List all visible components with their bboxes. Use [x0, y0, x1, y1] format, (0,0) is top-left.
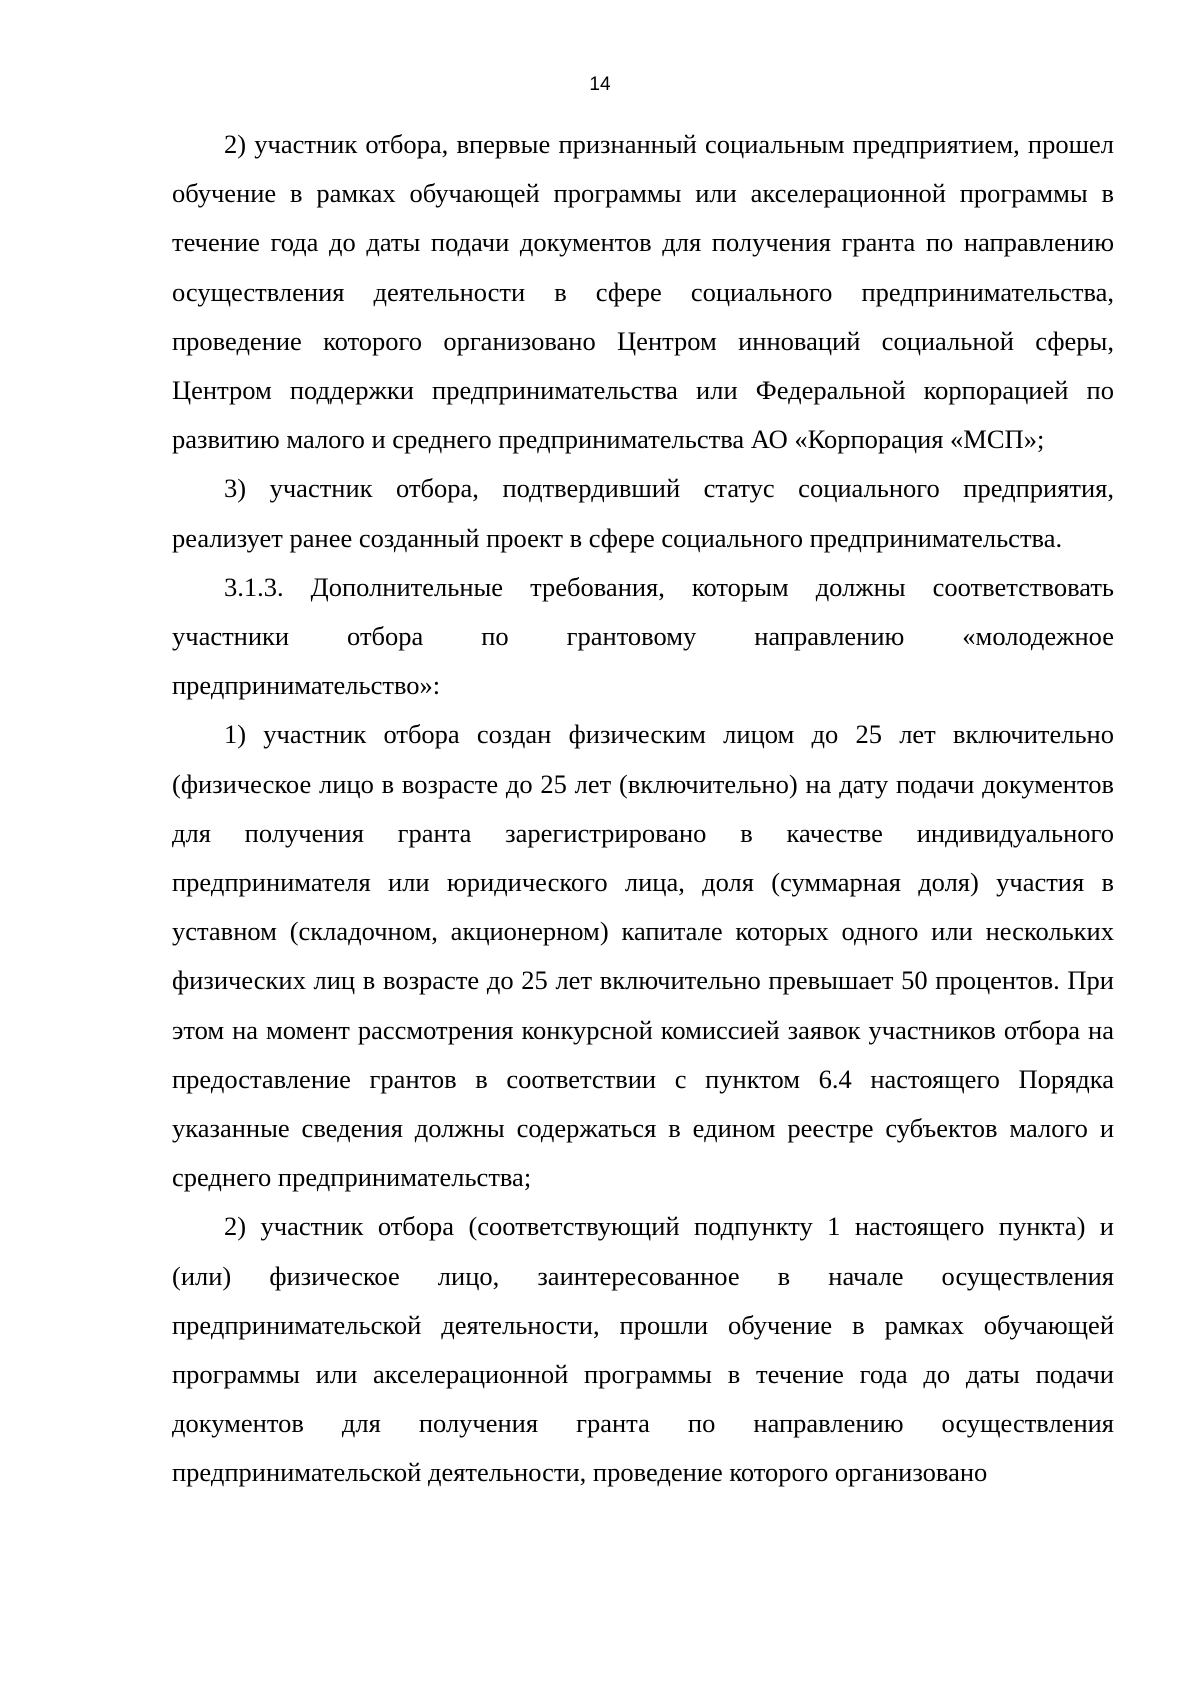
paragraph-item-1-youth-founder: 1) участник отбора создан физическим лицом до 25 лет включительно (физическое лицо в возрасте до 25 лет (включительно) на дату подачи документов для получения гранта зарегистрировано в качестве индивидуального предпринимателя или юридического лица, доля (суммарная доля) участия в уставном (складочном, акционерном) капитале которых одного или нескольких физических лиц в возрасте до 25 лет включительно превышает 50 процентов. При этом на момент рассмотрения конкурсной комиссией заявок участников отбора на предоставление грантов в соответствии с пунктом 6.4 настоящего Порядка указанные сведения должны содержаться в едином реестре субъектов малого и среднего предпринимательства;: [172, 719, 1114, 1193]
paragraph-item-3-social-enterprise-project: 3) участник отбора, подтвердивший статус социального предприятия, реализует ранее созданный проект в сфере социального предпринимательства.: [172, 473, 1114, 553]
paragraph-item-2-youth-training: 2) участник отбора (соответствующий подпункту 1 настоящего пункта) и (или) физическое лицо, заинтересованное в начале осуществления предпринимательской деятельности, прошли обучение в рамках обучающей программы или акселерационной программы в течение года до даты подачи документов для получения гранта по направлению осуществления предпринимательской деятельности, проведение которого организовано: [172, 1211, 1114, 1488]
paragraph-item-2-social-enterprise-training: 2) участник отбора, впервые признанный социальным предприятием, прошел обучение в рамках обучающей программы или акселерационной программы в течение года до даты подачи документов для получения гранта по направлению осуществления деятельности в сфере социального предпринимательства, проведение которого организовано Центром инноваций социальной сферы, Центром поддержки предпринимательства или Федеральной корпорацией по развитию малого и среднего предпринимательства АО «Корпорация «МСП»;: [172, 129, 1114, 455]
page-number: 14: [589, 74, 611, 95]
paragraph-section-3-1-3-youth-requirements: 3.1.3. Дополнительные требования, которым должны соответствовать участники отбора по грантовому направлению «молодежное предпринимательство»:: [172, 571, 1114, 701]
document-body: [172, 120, 1114, 1498]
